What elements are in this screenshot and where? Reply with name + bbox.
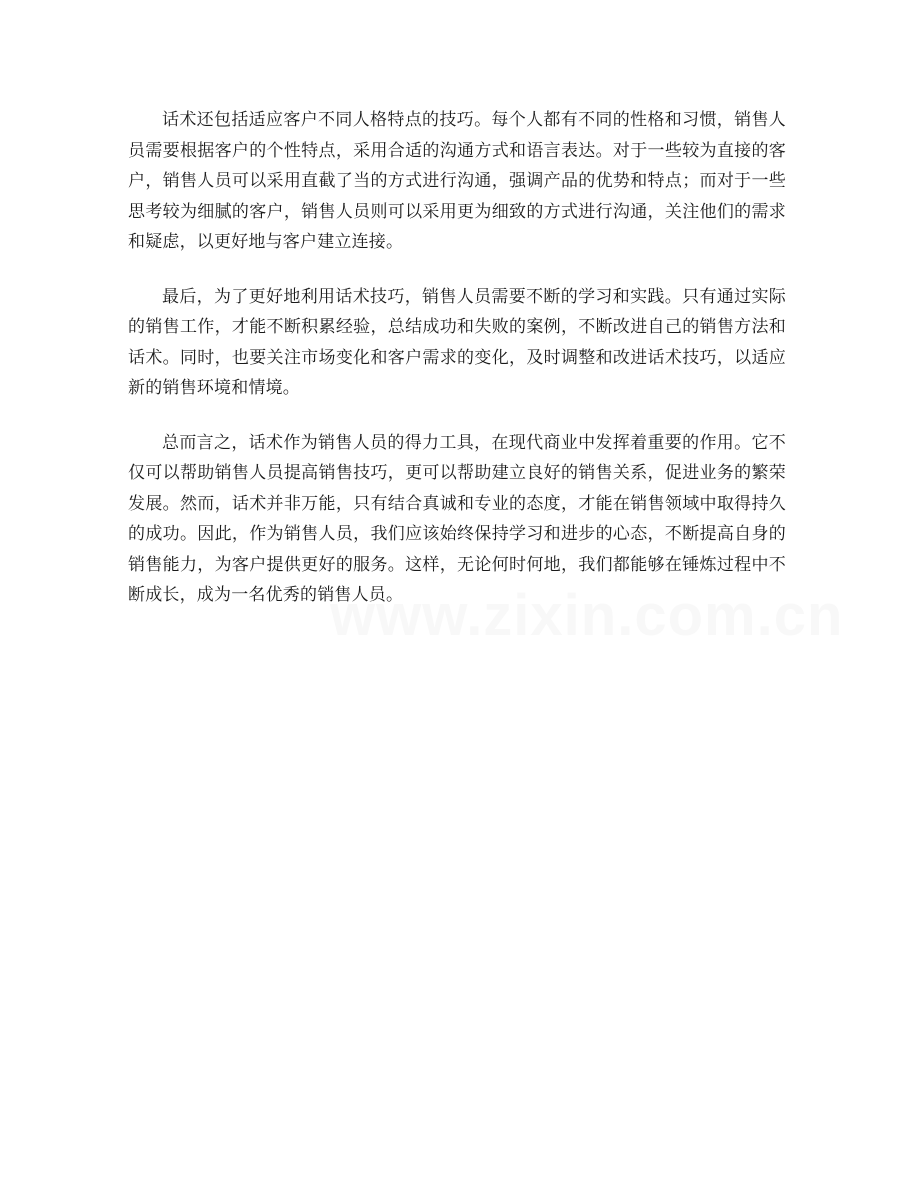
watermark: www.zixin.com.cn <box>330 583 844 648</box>
document-body <box>128 105 786 635</box>
paragraph-adapting-personality: 话术还包括适应客户不同人格特点的技巧。每个人都有不同的性格和习惯，销售人员需要根据客户的个性特点，采用合适的沟通方式和语言表达。对于一些较为直接的客户，销售人员可以采用直截了当的方式进行沟通，强调产品的优势和特点；而对于一些思考较为细腻的客户，销售人员则可以采用更为细致的方式进行沟通，关注他们的需求和疑虑，以更好地与客户建立连接。 <box>128 110 786 252</box>
paragraph-conclusion: 总而言之，话术作为销售人员的得力工具，在现代商业中发挥着重要的作用。它不仅可以帮助销售人员提高销售技巧，更可以帮助建立良好的销售关系，促进业务的繁荣发展。然而，话术并非万能，只有结合真诚和专业的态度，才能在销售领域中取得持久的成功。因此，作为销售人员，我们应该始终保持学习和进步的心态，不断提高自身的销售能力，为客户提供更好的服务。这样，无论何时何地，我们都能够在锤炼过程中不断成长，成为一名优秀的销售人员。 <box>128 432 786 605</box>
paragraph-learning-practice: 最后，为了更好地利用话术技巧，销售人员需要不断的学习和实践。只有通过实际的销售工作，才能不断积累经验，总结成功和失败的案例，不断改进自己的销售方法和话术。同时，也要关注市场变化和客户需求的变化，及时调整和改进话术技巧，以适应新的销售环境和情境。 <box>128 286 786 398</box>
